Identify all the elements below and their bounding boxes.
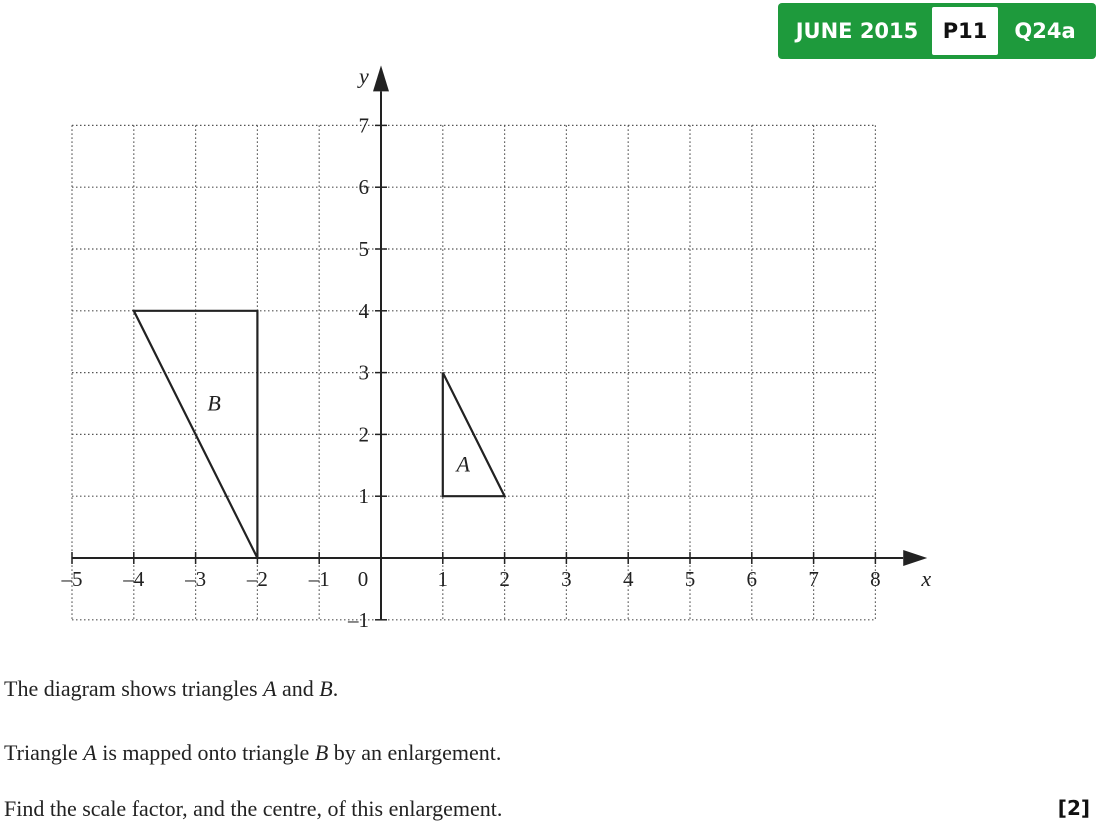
q1-text-c: . (332, 676, 339, 701)
y-tick-label: 3 (358, 360, 369, 385)
q1-text-a: The diagram shows triangles (4, 676, 264, 701)
q1-label-b: B (319, 676, 333, 701)
x-tick-label: 3 (561, 567, 572, 591)
paper-number: P11 (932, 7, 998, 55)
exam-date: JUNE 2015 (795, 19, 919, 43)
x-axis-label: x (921, 566, 932, 591)
q2-text-a: Triangle (4, 740, 84, 765)
x-tick-label: 6 (746, 567, 758, 591)
y-tick-label: 4 (358, 298, 369, 323)
marks-indicator: [2] (1057, 796, 1090, 820)
x-axis-arrow (903, 550, 927, 566)
y-axis-arrow (373, 65, 389, 91)
y-tick-label: 5 (358, 237, 369, 261)
triangle-label-a: A (456, 451, 470, 477)
y-tick-label: 6 (358, 175, 369, 200)
x-tick-label: –5 (61, 567, 83, 591)
y-tick-label: 1 (358, 484, 369, 509)
x-tick-label: 7 (808, 567, 819, 591)
question-line-2 (4, 740, 501, 766)
q1-label-a: A (263, 676, 277, 701)
x-tick-label: 0 (357, 567, 369, 591)
y-tick-label: –1 (348, 607, 369, 632)
x-tick-label: –4 (123, 567, 145, 591)
x-tick-label: –3 (185, 567, 207, 591)
x-tick-label: 5 (684, 567, 696, 591)
q1-text-b: and (276, 676, 320, 701)
x-tick-label: –2 (246, 567, 268, 591)
question-number: Q24a (1014, 19, 1076, 43)
x-tick-label: 8 (870, 567, 881, 591)
x-tick-label: –1 (308, 567, 330, 591)
x-tick-label: 2 (499, 567, 510, 591)
triangle-label-b: B (207, 390, 221, 416)
y-tick-label: 7 (358, 113, 369, 138)
q2-label-b: B (314, 740, 329, 765)
x-tick-label: 1 (437, 567, 449, 591)
y-tick-label: 2 (358, 422, 369, 447)
q2-text-c: by an enlargement. (328, 740, 502, 765)
question-line-1 (4, 676, 338, 702)
q2-label-a: A (83, 740, 97, 765)
q2-text-b: is mapped onto triangle (96, 740, 315, 765)
x-tick-label: 4 (622, 567, 634, 591)
question-line-3: Find the scale factor, and the centre, of this enlargement. (4, 796, 503, 821)
y-axis-label: y (359, 63, 369, 89)
